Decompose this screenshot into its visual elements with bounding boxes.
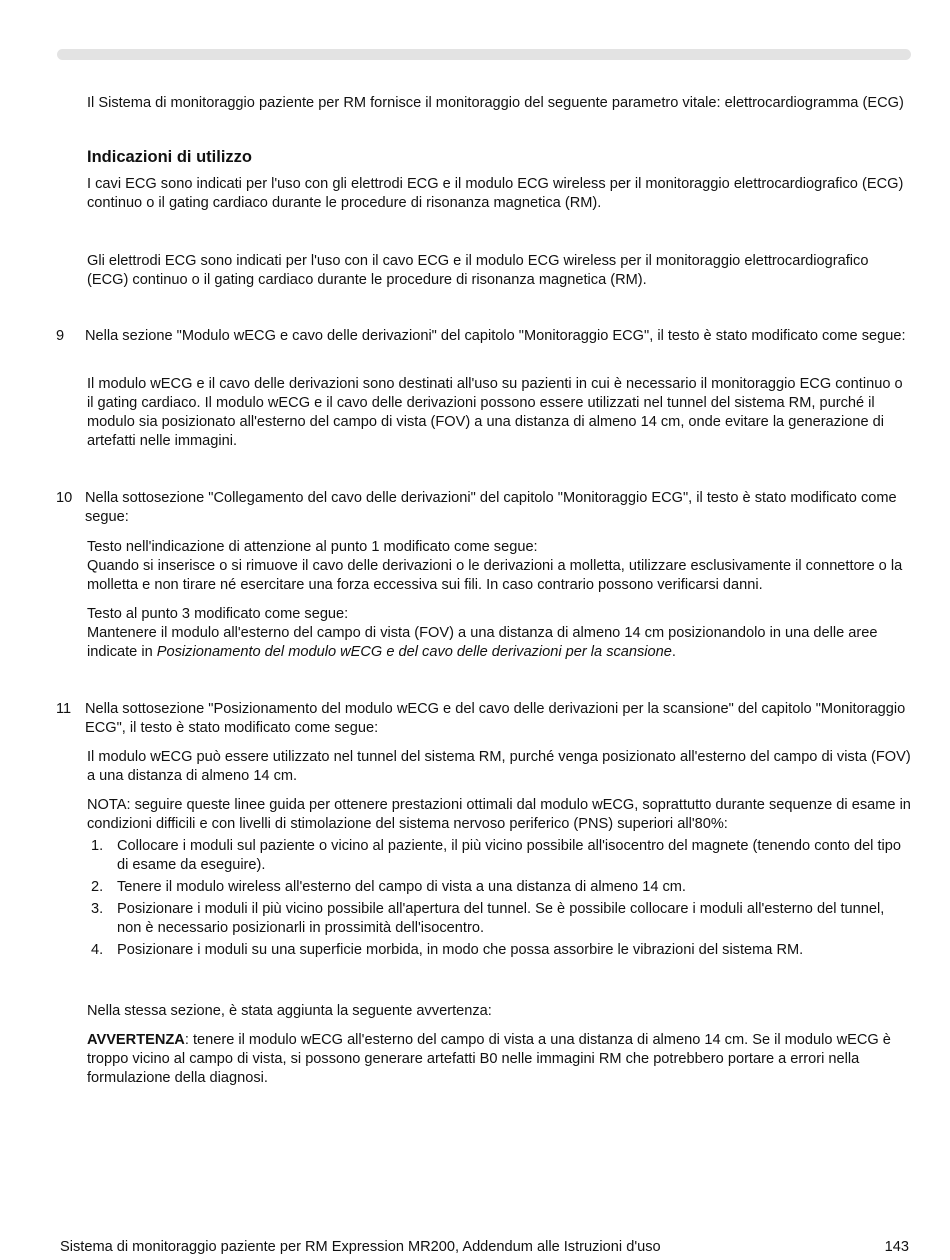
item-11-text: Nella sottosezione "Posizionamento del modulo wECG e del cavo delle derivazioni per la scansione" del capitolo "Monitoraggio ECG", il testo è stato modificato come segue: (85, 701, 906, 736)
list-item: 2. Tenere il modulo wireless all'esterno del campo di vista a una distanza di almeno 14 cm. (91, 879, 686, 895)
item-11-note: NOTA: seguire queste linee guida per ottenere prestazioni ottimali dal modulo wECG, soprattutto durante sequenze di esame in condizioni difficili e con livelli di stimolazione del sistema nervoso periferico (PNS) superiori all'80%: (87, 797, 911, 832)
cross-reference: Posizionamento del modulo wECG e del cavo delle derivazioni per la scansione (156, 644, 672, 660)
item-10-text: Nella sottosezione "Collegamento del cavo delle derivazioni" del capitolo "Monitoraggio ECG", il testo è stato modificato come segue: (85, 490, 897, 525)
warning-paragraph: AVVERTENZA: tenere il modulo wECG all'esterno del campo di vista a una distanza di almeno 14 cm. Se il modulo wECG è troppo vicino al campo di vista, si possono generare artefatti B0 nelle immagini RM che potrebbero portare a errori nella formulazione della diagnosi. (87, 1032, 891, 1086)
indications-heading: Indicazioni di utilizzo (87, 148, 252, 166)
header-bar (57, 49, 911, 60)
item-11-number: 11 (56, 701, 72, 717)
item-11-body: Il modulo wECG può essere utilizzato nel tunnel del sistema RM, purché venga posizionato all'esterno del campo di vista (FOV) a una distanza di almeno 14 cm. (87, 749, 911, 784)
item-10-caution-text: Quando si inserisce o si rimuove il cavo delle derivazioni o le derivazioni a molletta, utilizzare esclusivamente il connettore o la molletta e non tirare né esercitare una forza eccessiva sui fili. In caso contrario possono verificarsi danni. (87, 558, 903, 593)
item-9-text: Nella sezione "Modulo wECG e cavo delle derivazioni" del capitolo "Monitoraggio ECG", il testo è stato modificato come segue: (85, 328, 906, 344)
indications-paragraph-1: I cavi ECG sono indicati per l'uso con gli elettrodi ECG e il modulo ECG wireless per il monitoraggio elettrocardiografico (ECG) continuo o il gating cardiaco durante le procedure di risonanza magnetica (RM). (87, 176, 904, 211)
item-9-body: Il modulo wECG e il cavo delle derivazioni sono destinati all'uso su pazienti in cui è necessario il monitoraggio ECG continuo o il gating cardiaco. Il modulo wECG e il cavo delle derivazioni possono essere utilizzati nel tunnel del sistema RM, purché il modulo sia posizionato all'esterno del campo di vista (FOV) a una distanza di almeno 14 cm, onde evitare la generazione di artefatti nelle immagini. (87, 376, 903, 449)
added-warning-intro: Nella stessa sezione, è stata aggiunta la seguente avvertenza: (87, 1003, 492, 1019)
item-10-point3-text: Mantenere il modulo all'esterno del campo di vista (FOV) a una distanza di almeno 14 cm posizionandolo in una delle aree indicate in Posizionamento del modulo wECG e del cavo delle derivazioni per la scansione. (87, 625, 878, 660)
list-item: 1. Collocare i moduli sul paziente o vicino al paziente, il più vicino possibile all'isocentro del magnete (tenendo conto del tipo di esame da eseguire). (91, 838, 902, 873)
warning-label: AVVERTENZA (87, 1032, 185, 1048)
indications-paragraph-2: Gli elettrodi ECG sono indicati per l'uso con il cavo ECG e il modulo ECG wireless per il monitoraggio elettrocardiografico (ECG) continuo o il gating cardiaco durante le procedure di risonanza magnetica (RM). (87, 253, 869, 288)
item-10-number: 10 (56, 490, 73, 506)
item-9-number: 9 (56, 328, 65, 344)
page-number: 143 (884, 1239, 909, 1255)
footer-title: Sistema di monitoraggio paziente per RM Expression MR200, Addendum alle Istruzioni d'uso (60, 1239, 661, 1255)
intro-paragraph: Il Sistema di monitoraggio paziente per RM fornisce il monitoraggio del seguente parametro vitale: elettrocardiogramma (ECG) (87, 95, 904, 111)
guidelines-list (87, 837, 907, 963)
list-item: 4. Posizionare i moduli su una superficie morbida, in modo che possa assorbire le vibrazioni del sistema RM. (91, 942, 804, 958)
item-10-caution-intro: Testo nell'indicazione di attenzione al punto 1 modificato come segue: (87, 539, 538, 555)
item-10-point3-intro: Testo al punto 3 modificato come segue: (87, 606, 349, 622)
list-item: 3. Posizionare i moduli il più vicino possibile all'apertura del tunnel. Se è possibile collocare i moduli all'esterno del tunnel, non è necessario posizionarli in prossimità dell'isocentro. (91, 901, 885, 936)
